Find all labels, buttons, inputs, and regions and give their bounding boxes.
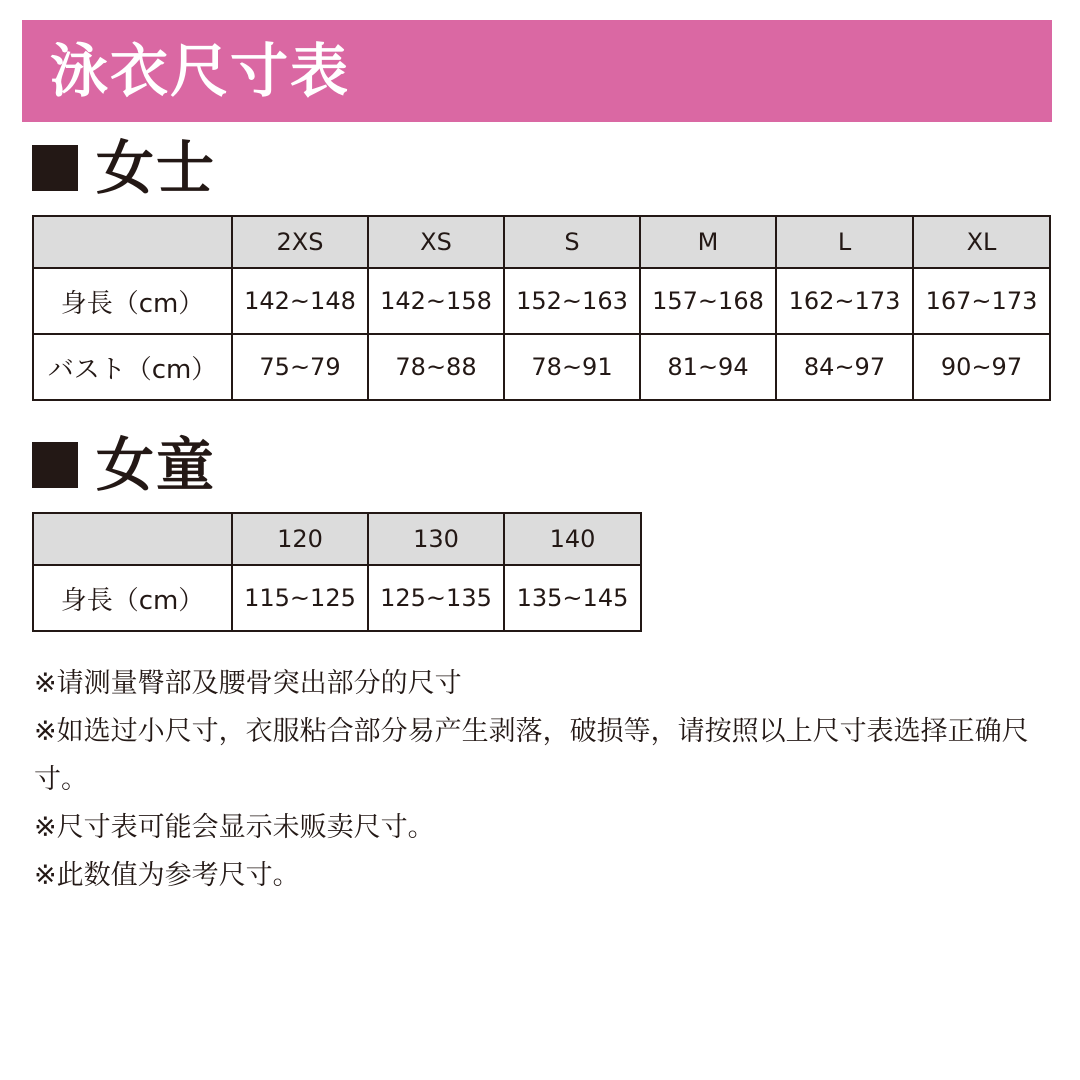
- table-row: [33, 565, 641, 631]
- table-corner-cell: [33, 513, 232, 565]
- size-header: L: [776, 216, 913, 268]
- table-row: [33, 268, 1050, 334]
- square-bullet-icon: [32, 145, 78, 191]
- square-bullet-icon: [32, 442, 78, 488]
- section-women-title: 女士: [96, 134, 217, 202]
- girls-header-row: [33, 513, 641, 565]
- size-header: XL: [913, 216, 1050, 268]
- table-cell: 142~148: [232, 268, 368, 334]
- size-header: 120: [232, 513, 368, 565]
- women-size-table: [32, 215, 1051, 401]
- table-cell: 84~97: [776, 334, 913, 400]
- section-women-heading: [32, 136, 216, 200]
- table-cell: 115~125: [232, 565, 368, 631]
- table-cell: 75~79: [232, 334, 368, 400]
- row-label-bust: バスト（cm）: [33, 334, 232, 400]
- table-cell: 162~173: [776, 268, 913, 334]
- size-header: 140: [504, 513, 641, 565]
- size-header: XS: [368, 216, 504, 268]
- size-header: 2XS: [232, 216, 368, 268]
- note-item: ※请测量臀部及腰骨突出部分的尺寸: [34, 668, 462, 699]
- table-cell: 90~97: [913, 334, 1050, 400]
- table-cell: 157~168: [640, 268, 776, 334]
- row-label-height: 身長（cm）: [33, 565, 232, 631]
- section-girls-heading: [32, 433, 216, 497]
- table-cell: 135~145: [504, 565, 641, 631]
- note-item: ※此数值为参考尺寸。: [34, 860, 300, 891]
- table-corner-cell: [33, 216, 232, 268]
- section-girls-title: 女童: [96, 431, 217, 499]
- table-row: [33, 334, 1050, 400]
- note-item: ※如选过小尺寸，衣服粘合部分易产生剥落，破损等，请按照以上尺寸表选择正确尺寸。: [34, 716, 1029, 795]
- notes-list: [34, 660, 1059, 900]
- page-title: 泳衣尺寸表: [50, 37, 351, 105]
- women-header-row: [33, 216, 1050, 268]
- table-cell: 125~135: [368, 565, 504, 631]
- table-cell: 78~91: [504, 334, 640, 400]
- size-header: S: [504, 216, 640, 268]
- title-banner: [22, 20, 1052, 122]
- row-label-height: 身長（cm）: [33, 268, 232, 334]
- table-cell: 78~88: [368, 334, 504, 400]
- table-cell: 167~173: [913, 268, 1050, 334]
- girls-size-table: [32, 512, 642, 632]
- table-cell: 152~163: [504, 268, 640, 334]
- size-header: 130: [368, 513, 504, 565]
- size-header: M: [640, 216, 776, 268]
- table-cell: 81~94: [640, 334, 776, 400]
- note-item: ※尺寸表可能会显示未贩卖尺寸。: [34, 812, 435, 843]
- table-cell: 142~158: [368, 268, 504, 334]
